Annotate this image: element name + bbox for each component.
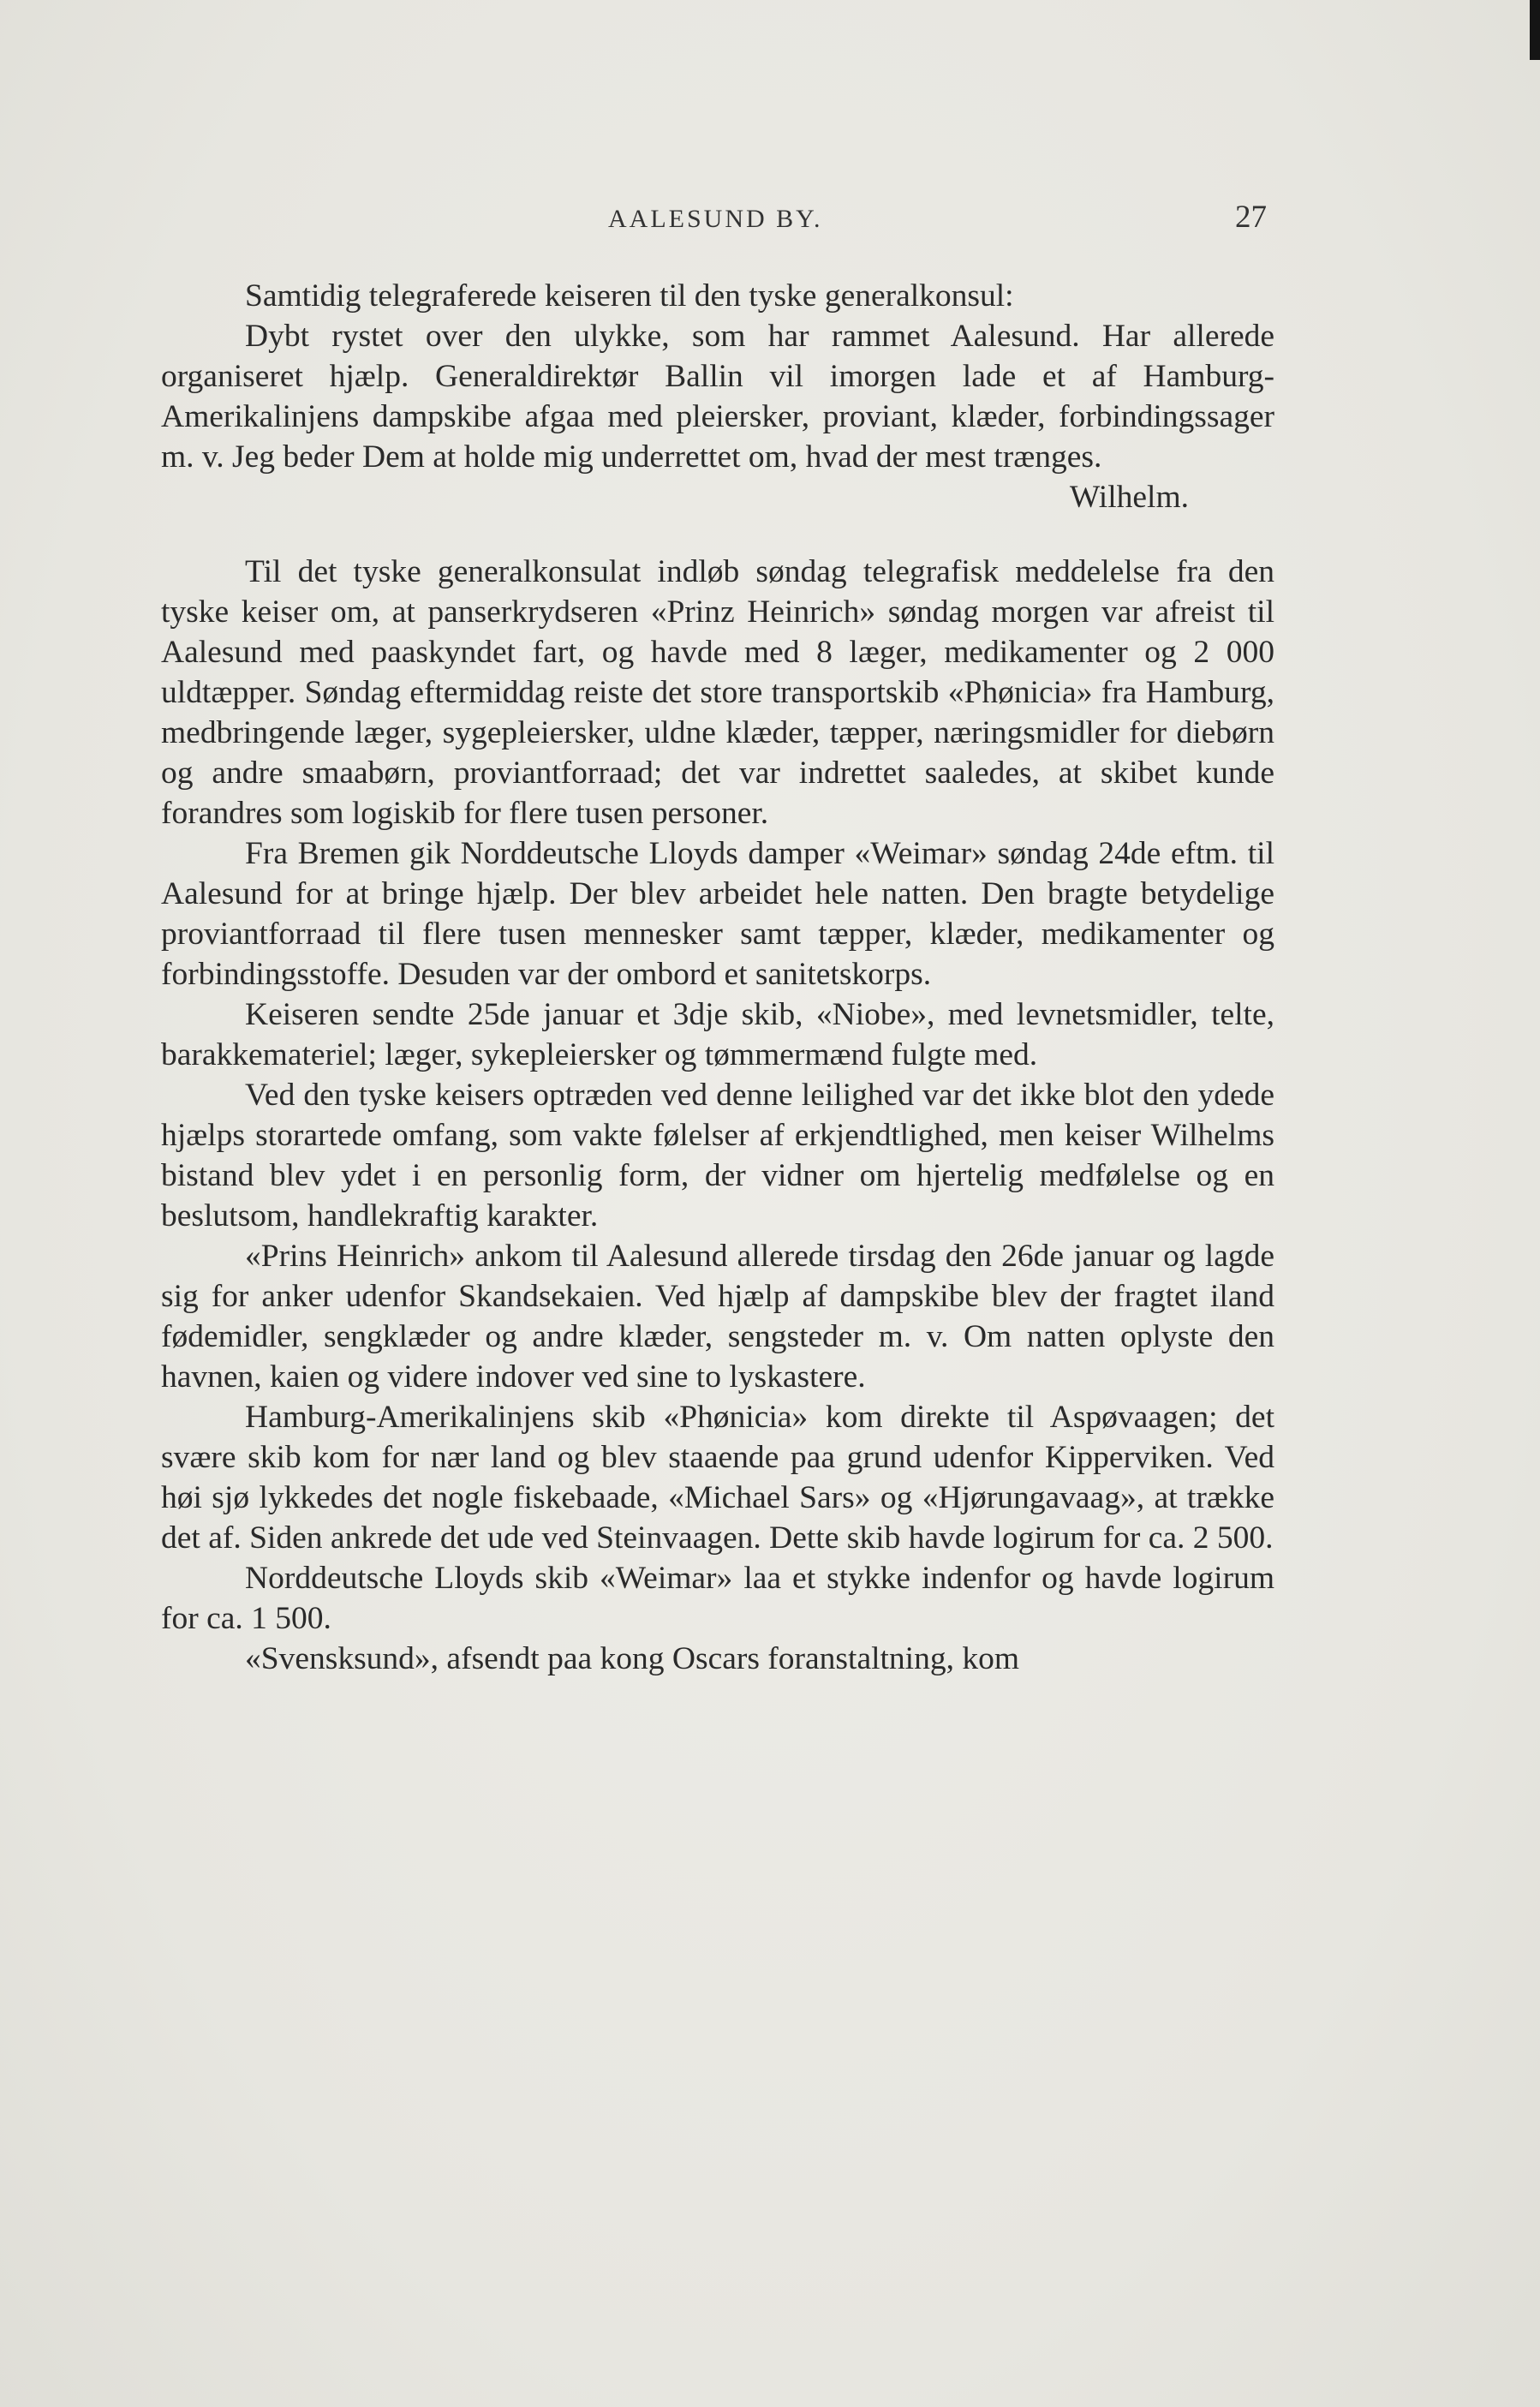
telegram-text: Dybt rystet over den ulykke, som har rammet Aalesund. Har allerede organiseret hjælp. Generaldirektør Ballin vil imorgen lade et af Hamburg-Amerikalinjens dampskibe afgaa med pleiersker, proviant, klæder, forbindingssager m. v. Jeg beder Dem at holde mig underrettet om, hvad der mest trænges. bbox=[161, 319, 1274, 475]
scan-edge-shadow bbox=[1530, 0, 1540, 60]
paragraph-weimar: Fra Bremen gik Norddeutsche Lloyds damper «Weimar» søndag 24de eftm. til Aalesund for at bringe hjælp. Der blev arbeidet hele natten. Den bragte betydelige proviantforraad til flere tusen mennesker samt tæpper, klæder, medikamenter og forbindingsstoffe. Desuden var der ombord et sanitetskorps. bbox=[161, 836, 1274, 992]
paragraph-phonicia: Hamburg-Amerikalinjens skib «Phønicia» kom direkte til Aspøvaagen; det svære skib kom for nær land og blev staaende paa grund udenfor Kipperviken. Ved høi sjø lykkedes det nogle fiskebaade, «Michael Sars» og «Hjørungavaag», at trække det af. Siden ankrede det ude ved Steinvaagen. Dette skib havde logirum for ca. 2 500. bbox=[161, 1400, 1274, 1556]
telegram-intro: Samtidig telegraferede keiseren til den tyske generalkonsul: bbox=[245, 278, 1014, 314]
running-title: AALESUND BY. bbox=[608, 205, 823, 233]
paragraph-prinz-heinrich: Til det tyske generalkonsulat indløb søndag telegrafisk meddelelse fra den tyske keiser om, at panserkrydseren «Prinz Heinrich» søndag morgen var afreist til Aalesund med paaskyndet fart, og havde med 8 læger, medikamenter og 2 000 uldtæpper. Søndag eftermiddag reiste det store transportskib «Phønicia» fra Hamburg, medbringende læger, sygepleiersker, uldne klæder, tæpper, næringsmidler for diebørn og andre smaabørn, proviantforraad; det var indrettet saaledes, at skibet kunde forandres som logiskib for flere tusen personer. bbox=[161, 554, 1274, 831]
paragraph-keiser: Ved den tyske keisers optræden ved denne leilighed var det ikke blot den ydede hjælps storartede omfang, som vakte følelser af erkjendtlighed, men keiser Wilhelms bistand blev ydet i en personlig form, der vidner om hjertelig medfølelse og en beslutsom, handlekraftig karakter. bbox=[161, 1078, 1274, 1233]
page-body bbox=[161, 276, 1274, 1679]
telegram-signature: Wilhelm. bbox=[1069, 480, 1189, 515]
page-header bbox=[0, 202, 1540, 254]
page-number: 27 bbox=[1235, 200, 1267, 235]
section-gap bbox=[161, 517, 1274, 552]
paragraph-niobe: Keiseren sendte 25de januar et 3dje skib, «Niobe», med levnetsmidler, telte, barakkemateriel; læger, sykepleiersker og tømmermænd fulgte med. bbox=[161, 997, 1274, 1072]
paragraph-weimar-logirum: Norddeutsche Lloyds skib «Weimar» laa et stykke indenfor og havde logirum for ca. 1 500. bbox=[161, 1561, 1274, 1636]
paragraph-svensksund: «Svensksund», afsendt paa kong Oscars foranstaltning, kom bbox=[245, 1641, 1020, 1676]
paragraph-ankomst: «Prins Heinrich» ankom til Aalesund allerede tirsdag den 26de januar og lagde sig for anker udenfor Skandsekaien. Ved hjælp af dampskibe blev der fragtet iland fødemidler, sengklæder og andre klæder, sengsteder m. v. Om natten oplyste den havnen, kaien og videre indover ved sine to lyskastere. bbox=[161, 1239, 1274, 1395]
